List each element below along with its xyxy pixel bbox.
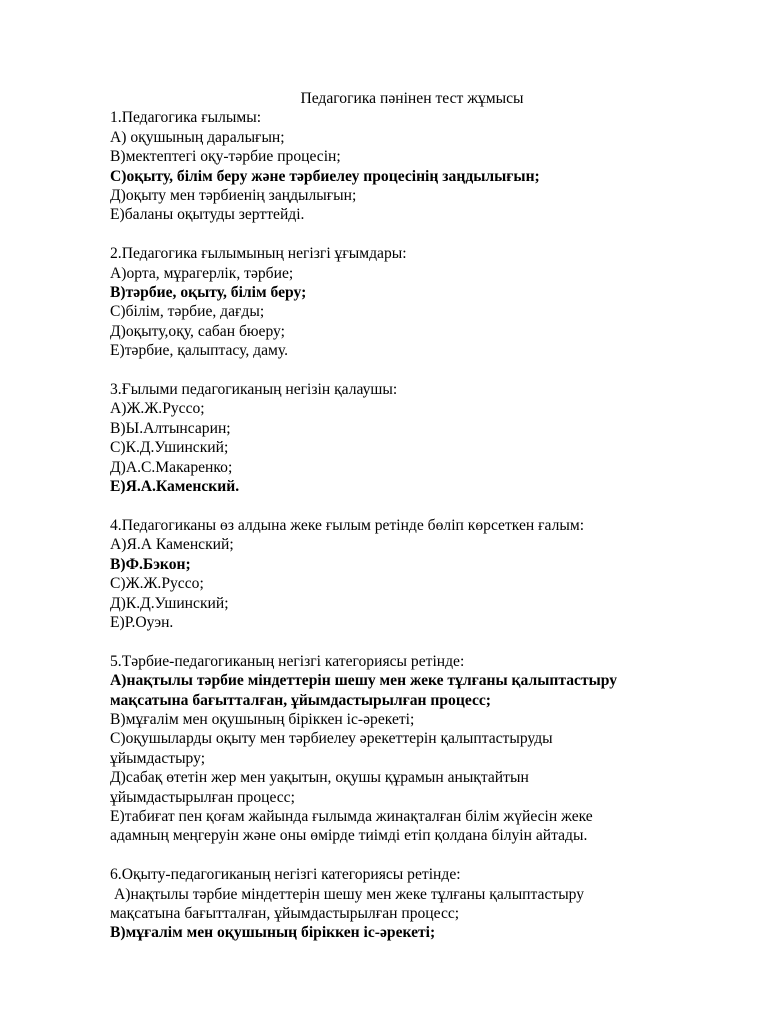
question-stem: 5.Тәрбие-педагогиканың негізгі категориясы ретінде: — [110, 652, 465, 670]
answer-option: Е)баланы оқытуды зерттейді. — [110, 206, 305, 224]
answer-option-line: С)оқушыларды оқыту мен тәрбиелеу әрекеттерін қалыптастыруды — [110, 730, 553, 748]
answer-option: Е)тәрбие, қалыптасу, даму. — [110, 342, 289, 360]
correct-answer-option: С)оқыту, білім беру және тәрбиелеу процесінің заңдылығын; — [110, 167, 540, 185]
answer-option: Д)оқыту мен тәрбиенің заңдылығын; — [110, 187, 357, 205]
question-6 — [110, 865, 710, 943]
correct-answer-option: В)Ф.Бэкон; — [110, 555, 191, 573]
question-stem: 3.Ғылыми педагогиканың негізін қалаушы: — [110, 381, 398, 399]
answer-option-line: Е)табиғат пен қоғам жайында ғылымда жинақталған білім жүйесін жеке — [110, 807, 593, 825]
answer-option: А)Я.А Каменский; — [110, 536, 234, 554]
question-4 — [110, 516, 710, 632]
answer-option: Д)А.С.Макаренко; — [110, 458, 233, 476]
question-stem: 6.Оқыту-педагогиканың негізгі категориясы ретінде: — [110, 866, 461, 884]
answer-option: С)Ж.Ж.Руссо; — [110, 575, 204, 593]
correct-answer-option: В)тәрбие, оқыту, білім беру; — [110, 284, 307, 302]
answer-option: В)мұғалім мен оқушының біріккен іс-әрекеті; — [110, 710, 415, 728]
answer-option: А)орта, мұрагерлік, тәрбие; — [110, 264, 294, 282]
answer-option-line: мақсатына бағытталған, ұйымдастырылған процесс; — [110, 904, 460, 922]
answer-option: С)білім, тәрбие, дағды; — [110, 303, 265, 321]
question-stem: 4.Педагогиканы өз алдына жеке ғылым ретінде бөліп көрсеткен ғалым: — [110, 516, 585, 534]
question-stem: 2.Педагогика ғылымының негізгі ұғымдары: — [110, 245, 407, 263]
answer-option: А)Ж.Ж.Руссо; — [110, 400, 205, 418]
answer-option: Д)оқыту,оқу, сабан бюеру; — [110, 322, 285, 340]
correct-answer-option: Е)Я.А.Каменский. — [110, 478, 240, 496]
question-3 — [110, 380, 710, 496]
answer-option: Е)Р.Оуэн. — [110, 613, 174, 631]
correct-answer-option-line: А)нақтылы тәрбие міндеттерін шешу мен жеке тұлғаны қалыптастыру — [110, 672, 618, 690]
document-title: Педагогика пәнінен тест жұмысы — [300, 90, 524, 107]
answer-option-line: ұйымдастырылған процесс; — [110, 788, 295, 806]
correct-answer-option: В)мұғалім мен оқушының біріккен іс-әрекеті; — [110, 924, 436, 942]
answer-option: С)К.Д.Ушинский; — [110, 439, 229, 457]
answer-option: В)Ы.Алтынсарин; — [110, 419, 231, 437]
answer-option-line: Д)сабақ өтетін жер мен уақытын, оқушы құрамын анықтайтын — [110, 769, 529, 787]
answer-option: В)мектептегі оқу-тәрбие процесін; — [110, 148, 341, 166]
answer-option-line: адамның меңгеруін және оны өмірде тиімді етіп қолдана білуін айтады. — [110, 827, 588, 845]
answer-option-line: А)нақтылы тәрбие міндеттерін шешу мен жеке тұлғаны қалыптастыру — [114, 885, 585, 903]
question-5 — [110, 652, 710, 846]
document-page — [110, 89, 710, 962]
answer-option-line: ұйымдастыру; — [110, 749, 206, 767]
question-1 — [110, 108, 710, 224]
question-stem: 1.Педагогика ғылымы: — [110, 109, 262, 127]
answer-option: Д)К.Д.Ушинский; — [110, 594, 229, 612]
correct-answer-option-line: мақсатына бағытталған, ұйымдастырылған процесс; — [110, 691, 491, 709]
question-2 — [110, 244, 710, 360]
answer-option: А) оқушының даралығын; — [110, 128, 285, 146]
